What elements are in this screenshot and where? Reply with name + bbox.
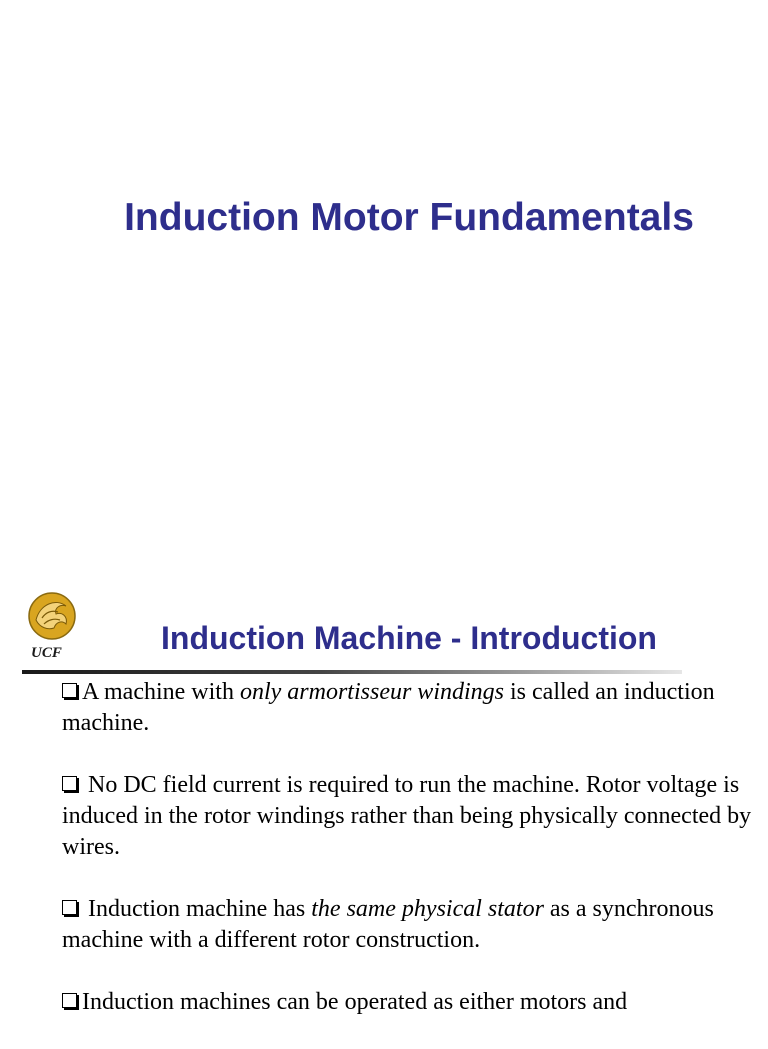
bullet-item: A machine with only armortisseur windings is called an induction machine. [62,679,715,736]
checkbox-bullet-icon [62,993,77,1008]
slide-heading: Induction Machine - Introduction [161,620,657,656]
checkbox-bullet-icon [62,683,77,698]
ucf-logo-text: UCF [31,645,62,661]
deck-title: Induction Motor Fundamentals [124,196,694,239]
bullet-item: No DC field current is required to run the machine. Rotor voltage is induced in the rotor windings rather than being physically connected by wires. [62,772,752,860]
bullet-item: Induction machines can be operated as either motors and [62,987,752,1018]
bullet-item: Induction machine has the same physical stator as a synchronous machine with a different rotor construction. [62,896,714,953]
heading-divider [22,670,682,674]
bullet-list [62,677,752,1049]
checkbox-bullet-icon [62,900,77,915]
checkbox-bullet-icon [62,776,77,791]
